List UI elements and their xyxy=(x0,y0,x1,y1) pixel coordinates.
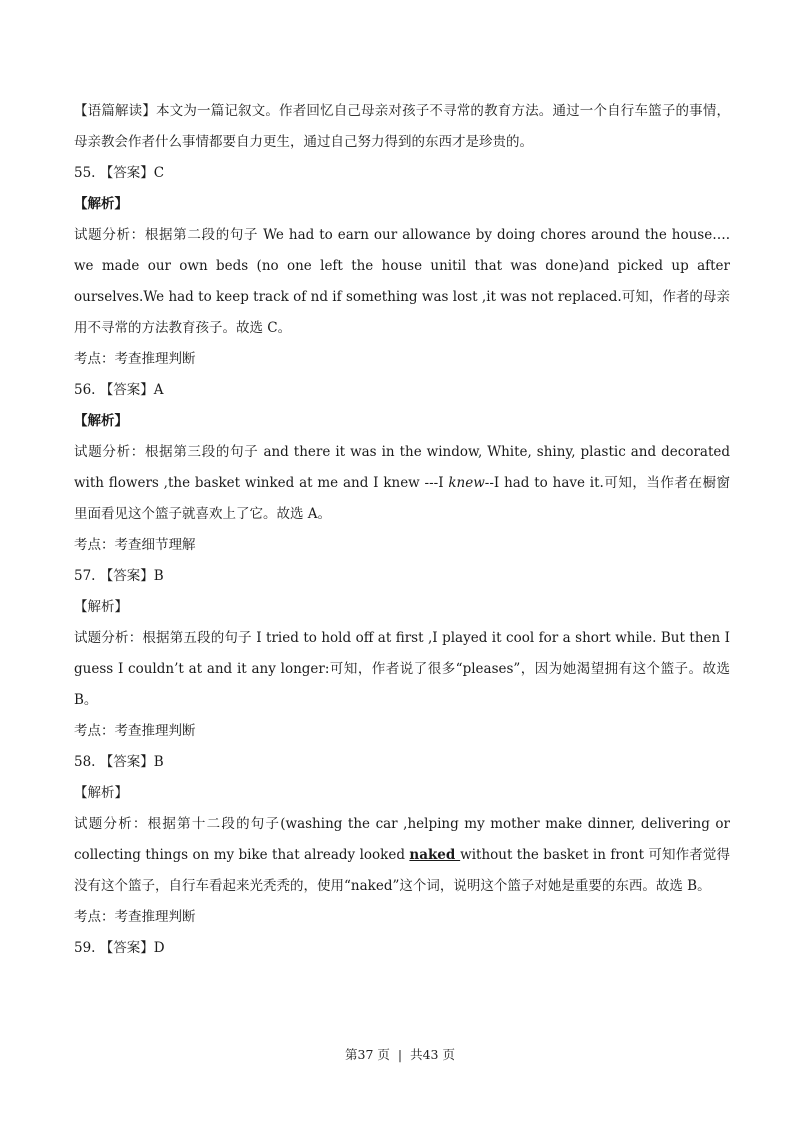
q56-point: 考点：考查细节理解 xyxy=(74,537,196,553)
q56-analysis-label: 【解析】 xyxy=(74,413,128,429)
page-footer xyxy=(0,1045,800,1063)
q58-analysis-post: without the basket in front 可知作者觉得没有这个篮子，自行车看起来光秃秃的，使用“naked”这个词，说明这个篮子对她是重要的东西。故选 B。 xyxy=(74,847,730,894)
q56-answer: 56. 【答案】A xyxy=(74,382,164,398)
q58-analysis-underlined: naked xyxy=(409,847,461,863)
q57-point: 考点：考查推理判断 xyxy=(74,723,196,739)
q59-answer: 59. 【答案】D xyxy=(74,940,165,956)
q56-analysis-pre: 试题分析：根据第三段的句子 and there it was in the window, White, shiny, plastic and decorated with flowers ,the basket winked at me and I knew ---I xyxy=(74,444,730,491)
q55-analysis: 试题分析：根据第二段的句子 We had to earn our allowance by doing chores around the house…. we made our own beds (no one left the house unitil that was done)and picked up after ourselves.We had to keep track of nd if something was lost ,it was not replaced.可知，作者的母亲用不寻常的方法教育孩子。故选 C。 xyxy=(74,227,730,336)
q55-answer: 55. 【答案】C xyxy=(74,165,165,181)
q55-analysis-label: 【解析】 xyxy=(74,196,128,212)
q57-answer: 57. 【答案】B xyxy=(74,568,164,584)
q58-analysis-label: 【解析】 xyxy=(74,785,128,801)
q58-analysis xyxy=(74,809,730,902)
footer-separator: | xyxy=(397,1047,403,1062)
q58-answer: 58. 【答案】B xyxy=(74,754,164,770)
q57-analysis-label: 【解析】 xyxy=(74,599,128,615)
footer-page-number: 第37 页 xyxy=(345,1047,390,1062)
q58-analysis-pre: 试题分析：根据第十二段的句子(washing the car ,helping my mother make dinner, delivering or collecting things on my bike that already looked xyxy=(74,816,730,863)
q55-point: 考点：考查推理判断 xyxy=(74,351,196,367)
q56-analysis xyxy=(74,437,730,530)
document-page xyxy=(74,96,730,964)
footer-total-pages: 共43 页 xyxy=(410,1047,455,1062)
q57-analysis: 试题分析：根据第五段的句子 I tried to hold off at first ,I played it cool for a short while. But then I guess I couldn’t at and it any longer:可知，作者说了很多“pleases”，因为她渴望拥有这个篮子。故选 B。 xyxy=(74,630,730,708)
q56-analysis-em: knew xyxy=(448,475,485,491)
passage-summary: 【语篇解读】本文为一篇记叙文。作者回忆自己母亲对孩子不寻常的教育方法。通过一个自行车篮子的事情，母亲教会作者什么事情都要自力更生，通过自己努力得到的东西才是珍贵的。 xyxy=(74,103,730,150)
q58-point: 考点：考查推理判断 xyxy=(74,909,196,925)
q56-analysis-post: --I had to have it.可知，当作者在橱窗里面看见这个篮子就喜欢上了它。故选 A。 xyxy=(74,475,730,522)
